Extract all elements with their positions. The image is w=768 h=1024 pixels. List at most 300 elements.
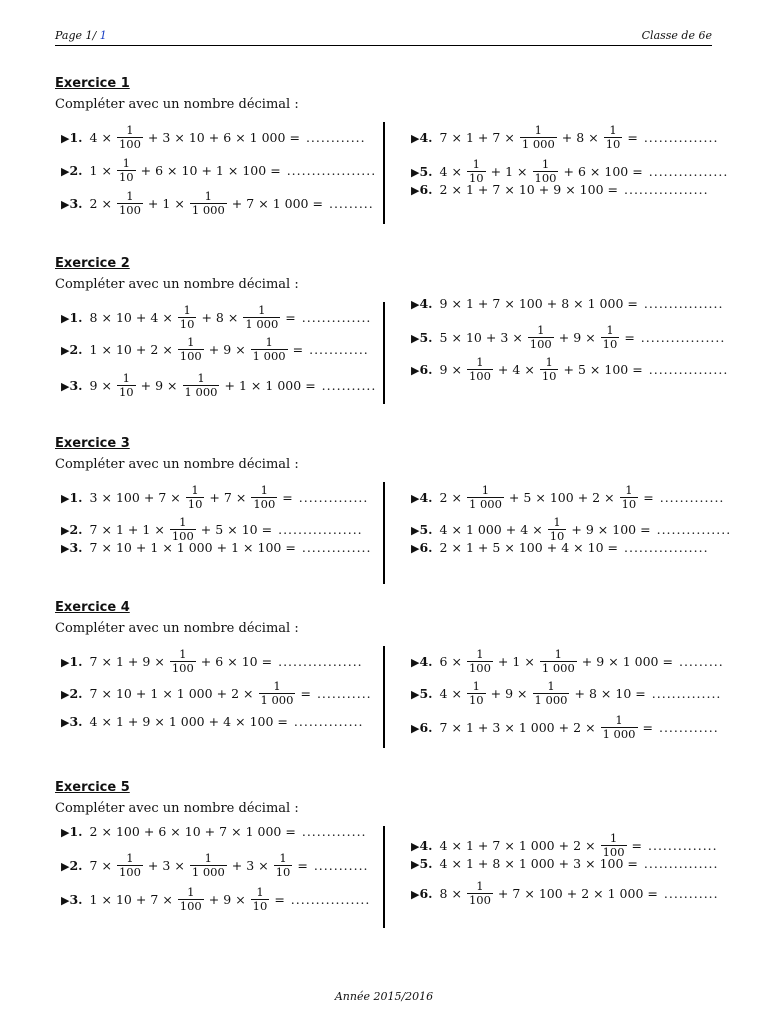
number: 3 (573, 856, 582, 871)
fraction (467, 484, 504, 511)
operator: × (101, 540, 112, 555)
answer-blank[interactable]: ........... (313, 858, 369, 873)
answer-blank[interactable]: ............ (309, 342, 369, 357)
operator: × (101, 342, 112, 357)
fraction-denominator: 100 (253, 497, 276, 511)
operator: + (566, 886, 578, 901)
expression (89, 516, 276, 543)
exercise-item (61, 156, 377, 184)
number: 7 (89, 540, 98, 555)
exercise-title: Exercice 2 (55, 256, 130, 271)
operator: × (451, 654, 462, 669)
number: 7 (89, 654, 98, 669)
item-number (61, 858, 83, 873)
operator: × (227, 522, 238, 537)
number: 10 (188, 130, 205, 145)
answer-blank[interactable]: .............. (651, 686, 722, 701)
expression (89, 886, 288, 913)
fraction (190, 190, 227, 217)
fraction (274, 852, 293, 879)
item-label: 2. (69, 686, 83, 701)
number: 10 (115, 686, 132, 701)
operator: = (270, 163, 281, 178)
exercise-item (411, 296, 724, 311)
fraction-denominator: 10 (118, 170, 134, 184)
operator: = (274, 892, 285, 907)
number: 2 (89, 196, 98, 211)
answer-blank[interactable]: ................ (643, 296, 724, 311)
number: 1 000 (176, 686, 213, 701)
item-number (61, 824, 83, 839)
answer-blank[interactable]: ................. (278, 522, 363, 537)
operator: + (135, 310, 147, 325)
answer-blank[interactable]: ............. (659, 490, 725, 505)
number: 1 (115, 522, 124, 537)
answer-blank[interactable]: ................ (290, 892, 371, 907)
fraction-numerator: 1 (615, 713, 623, 727)
operator: × (451, 540, 462, 555)
number: 6 (215, 654, 224, 669)
operator: = (300, 686, 311, 701)
fraction-denominator: 10 (252, 899, 268, 913)
exercise-instruction: Compléter avec un nombre décimal : (55, 277, 299, 292)
operator: + (135, 892, 147, 907)
answer-blank[interactable]: ............... (643, 130, 719, 145)
exercise-item (411, 355, 729, 383)
item-label: 4. (419, 838, 433, 853)
number: 9 (155, 378, 164, 393)
answer-blank[interactable]: ................. (624, 182, 709, 197)
right-column (405, 828, 719, 928)
operator: + (208, 714, 220, 729)
number: 1 (215, 163, 224, 178)
expression (439, 714, 656, 741)
answer-blank[interactable]: .............. (298, 490, 369, 505)
item-label: 3. (69, 378, 83, 393)
operator: × (451, 720, 462, 735)
expression (89, 824, 299, 839)
operator: × (101, 892, 112, 907)
answer-blank[interactable]: ................. (624, 540, 709, 555)
operator: = (635, 686, 646, 701)
number: 7 (492, 838, 501, 853)
exercise-instruction: Compléter avec un nombre décimal : (55, 457, 299, 472)
operator: × (451, 330, 462, 345)
operator: × (162, 892, 173, 907)
operator: × (451, 164, 462, 179)
fraction-numerator: 1 (260, 483, 268, 497)
triangle-bullet-icon: ▶ (411, 364, 420, 377)
answer-blank[interactable]: .............. (648, 838, 718, 853)
number: 8 (439, 886, 448, 901)
right-column (405, 483, 732, 584)
page-footer: Année 2015/2016 (334, 990, 434, 1003)
expression (89, 680, 314, 707)
answer-blank[interactable]: .............. (293, 714, 364, 729)
number: 10 (465, 330, 482, 345)
number: 1 (465, 182, 474, 197)
number: 6 (577, 164, 586, 179)
operator: × (504, 130, 515, 145)
exercise-item (61, 335, 369, 363)
answer-blank[interactable]: ......... (328, 196, 374, 211)
column-divider (383, 646, 385, 748)
operator: = (642, 720, 653, 735)
number: 100 (115, 824, 140, 839)
fraction (520, 124, 557, 151)
item-number (411, 164, 433, 179)
number: 4 (439, 686, 448, 701)
operator: × (524, 886, 535, 901)
answer-blank[interactable]: .............. (301, 310, 372, 325)
operator: × (451, 686, 462, 701)
number: 10 (587, 540, 604, 555)
fraction-denominator: 100 (118, 203, 141, 217)
number: 9 (505, 686, 514, 701)
operator: × (451, 362, 462, 377)
number: 1 (465, 838, 474, 853)
number: 8 (89, 310, 98, 325)
fraction (540, 648, 577, 675)
answer-blank[interactable]: .................. (286, 163, 377, 178)
number: 1 000 (607, 886, 644, 901)
fraction-denominator: 1 000 (184, 385, 218, 399)
operator: + (546, 296, 558, 311)
triangle-bullet-icon: ▶ (411, 166, 420, 179)
answer-blank[interactable]: ................. (278, 654, 363, 669)
expression (439, 356, 646, 383)
fraction-denominator: 1 000 (521, 137, 555, 151)
number: 9 (596, 654, 605, 669)
number: 9 (553, 182, 562, 197)
fraction (170, 648, 196, 675)
triangle-bullet-icon: ▶ (61, 542, 70, 555)
number: 8 (492, 856, 501, 871)
item-label: 4. (419, 490, 433, 505)
fraction-numerator: 1 (554, 647, 562, 661)
number: 8 (215, 310, 224, 325)
item-label: 6. (419, 720, 433, 735)
triangle-bullet-icon: ▶ (411, 688, 420, 701)
fraction-denominator: 100 (179, 899, 202, 913)
fraction (620, 484, 639, 511)
number: 7 (223, 490, 232, 505)
operator: × (235, 342, 246, 357)
number: 10 (518, 182, 535, 197)
number: 1 (150, 686, 159, 701)
operator: × (243, 686, 254, 701)
operator: × (585, 856, 596, 871)
fraction (533, 158, 559, 185)
operator: + (135, 342, 147, 357)
expression (439, 484, 657, 511)
answer-blank[interactable]: ............ (305, 130, 366, 145)
number: 4 (512, 362, 521, 377)
number: 100 (599, 856, 624, 871)
answer-blank[interactable]: ........... (316, 686, 372, 701)
number: 6 (223, 130, 232, 145)
answer-blank[interactable]: ........... (321, 378, 377, 393)
triangle-bullet-icon: ▶ (61, 132, 70, 145)
fraction-denominator: 1 000 (245, 317, 279, 331)
number: 1 000 (249, 130, 286, 145)
operator: × (235, 714, 246, 729)
triangle-bullet-icon: ▶ (411, 132, 420, 145)
operator: + (581, 654, 593, 669)
item-number (411, 490, 433, 505)
operator: × (167, 378, 178, 393)
operator: + (574, 686, 585, 701)
number: 100 (257, 540, 282, 555)
fraction-numerator: 1 (204, 189, 212, 203)
operator: × (597, 522, 609, 537)
page-link[interactable]: 1 (99, 29, 107, 42)
number: 9 (223, 342, 232, 357)
page-header (55, 27, 712, 46)
fraction-numerator: 1 (606, 323, 614, 337)
answer-blank[interactable]: ............... (656, 522, 732, 537)
answer-blank[interactable]: ................ (648, 362, 729, 377)
item-number (411, 182, 433, 197)
fraction-denominator: 100 (468, 893, 491, 907)
fraction-numerator: 1 (258, 303, 266, 317)
exercise-4 (55, 600, 724, 748)
expression (89, 304, 299, 331)
operator: × (227, 654, 238, 669)
operator: × (101, 130, 112, 145)
number: 1 (115, 654, 124, 669)
operator: + (208, 130, 220, 145)
exercise-item (61, 483, 369, 511)
fraction-numerator: 1 (472, 157, 480, 171)
triangle-bullet-icon: ▶ (61, 380, 70, 393)
operator: + (208, 342, 220, 357)
triangle-bullet-icon: ▶ (61, 688, 70, 701)
number: 7 (89, 686, 98, 701)
operator: × (585, 838, 596, 853)
answer-blank[interactable]: ........... (663, 886, 719, 901)
number: 10 (184, 824, 201, 839)
item-number (411, 540, 433, 555)
operator: + (477, 856, 489, 871)
left-column (55, 303, 377, 404)
fraction-numerator: 1 (126, 189, 134, 203)
operator: × (512, 330, 523, 345)
number: 1 (89, 163, 98, 178)
exercise-item (411, 679, 722, 707)
answer-blank[interactable]: ......... (678, 654, 724, 669)
number: 7 (492, 182, 501, 197)
number: 1 (115, 714, 124, 729)
left-column (55, 824, 371, 928)
fraction-numerator: 1 (609, 123, 617, 137)
operator: × (174, 858, 185, 873)
left-column (55, 483, 372, 584)
operator: × (504, 838, 515, 853)
number: 1 (231, 540, 240, 555)
number: 4 (150, 310, 159, 325)
fraction-numerator: 1 (534, 123, 542, 137)
item-number (61, 654, 83, 669)
number: 2 (592, 490, 601, 505)
fraction-denominator: 1 000 (260, 693, 294, 707)
fraction (183, 372, 220, 399)
number: 4 (223, 714, 232, 729)
fraction (117, 372, 136, 399)
number: 100 (579, 182, 604, 197)
fraction-numerator: 1 (122, 156, 130, 170)
operator: + (477, 540, 489, 555)
fraction-denominator: 1 000 (541, 661, 575, 675)
operator: + (477, 130, 489, 145)
operator: × (258, 858, 269, 873)
number: 9 (439, 362, 448, 377)
operator: × (162, 686, 173, 701)
expression (89, 852, 311, 879)
number: 7 (439, 130, 448, 145)
answer-blank[interactable]: ............... (643, 856, 719, 871)
fraction-denominator: 10 (187, 497, 203, 511)
number: 10 (241, 522, 258, 537)
exercise-item (61, 540, 372, 555)
item-number (61, 196, 83, 211)
expression (439, 540, 621, 555)
number: 7 (492, 296, 501, 311)
number: 2 (439, 182, 448, 197)
fraction-numerator: 1 (481, 483, 490, 497)
operator: × (585, 330, 596, 345)
operator: × (593, 886, 604, 901)
number: 2 (231, 686, 240, 701)
fraction-denominator: 100 (118, 137, 141, 151)
item-number (61, 540, 83, 555)
number: 10 (615, 686, 632, 701)
number: 2 (581, 886, 590, 901)
exercise-item (61, 648, 366, 675)
operator: × (101, 196, 112, 211)
number: 4 (439, 856, 448, 871)
operator: × (573, 296, 584, 311)
number: 1 000 (518, 720, 555, 735)
exercise-3 (55, 436, 732, 584)
answer-blank[interactable]: ................. (640, 330, 726, 345)
expression (439, 324, 638, 351)
operator: + (127, 654, 139, 669)
fraction-denominator: 10 (602, 337, 618, 351)
fraction-numerator: 1 (609, 831, 618, 845)
operator: + (558, 330, 570, 345)
item-label: 5. (419, 164, 433, 179)
exercise-item (61, 371, 377, 399)
number: 7 (158, 490, 167, 505)
operator: + (558, 856, 570, 871)
fraction-denominator: 10 (118, 385, 134, 399)
fraction-numerator: 1 (273, 679, 281, 693)
answer-blank[interactable]: ............ (658, 720, 719, 735)
operator: × (101, 714, 112, 729)
number: 4 (89, 130, 98, 145)
fraction (604, 124, 623, 151)
number: 1 000 (272, 196, 309, 211)
page-indicator (55, 29, 107, 42)
fraction (117, 157, 136, 184)
operator: + (577, 490, 589, 505)
number: 4 (439, 522, 448, 537)
answer-blank[interactable]: ............. (301, 824, 367, 839)
number: 7 (150, 892, 159, 907)
operator: × (101, 686, 112, 701)
item-number (411, 720, 433, 735)
exercise-item (61, 189, 374, 217)
fraction (467, 356, 493, 383)
operator: × (524, 654, 535, 669)
operator: = (292, 342, 304, 357)
page-indicator-text: Page 1/ (55, 29, 100, 42)
operator: × (451, 130, 462, 145)
fraction-denominator: 10 (605, 137, 621, 151)
operator: × (524, 362, 535, 377)
number: 7 (492, 130, 501, 145)
exercise-title: Exercice 5 (55, 780, 130, 795)
number: 100 (115, 490, 140, 505)
item-label: 4. (419, 654, 433, 669)
operator: + (571, 522, 582, 537)
expression (89, 190, 326, 217)
operator: × (101, 490, 112, 505)
item-label: 3. (69, 892, 83, 907)
item-label: 4. (419, 130, 433, 145)
expression (439, 856, 641, 871)
exercise-columns (55, 824, 719, 928)
number: 1 000 (265, 378, 302, 393)
operator: = (312, 196, 323, 211)
item-number (411, 686, 433, 701)
number: 1 000 (622, 654, 659, 669)
fraction-denominator: 100 (171, 661, 194, 675)
item-number (411, 296, 433, 311)
fraction (178, 886, 204, 913)
operator: × (504, 296, 515, 311)
triangle-bullet-icon: ▶ (411, 332, 420, 345)
operator: × (227, 310, 239, 325)
fraction (528, 324, 554, 351)
column-divider (383, 122, 385, 224)
operator: = (305, 378, 316, 393)
number: 4 (439, 838, 448, 853)
number: 1 (465, 296, 474, 311)
expression (89, 648, 276, 675)
operator: × (235, 130, 246, 145)
operator: × (162, 540, 173, 555)
number: 100 (604, 164, 629, 179)
operator: + (216, 540, 228, 555)
exercise-item (411, 182, 716, 197)
item-label: 1. (69, 654, 83, 669)
fraction (533, 680, 570, 707)
operator: = (662, 654, 673, 669)
triangle-bullet-icon: ▶ (411, 888, 420, 901)
answer-blank[interactable]: .............. (301, 540, 372, 555)
number: 100 (549, 490, 574, 505)
operator: + (147, 130, 159, 145)
number: 10 (115, 342, 132, 357)
expression (89, 484, 296, 511)
fraction (243, 304, 280, 331)
operator: + (231, 196, 243, 211)
answer-blank[interactable]: ................ (648, 164, 729, 179)
number: 100 (612, 522, 637, 537)
fraction-denominator: 1 000 (191, 865, 225, 879)
